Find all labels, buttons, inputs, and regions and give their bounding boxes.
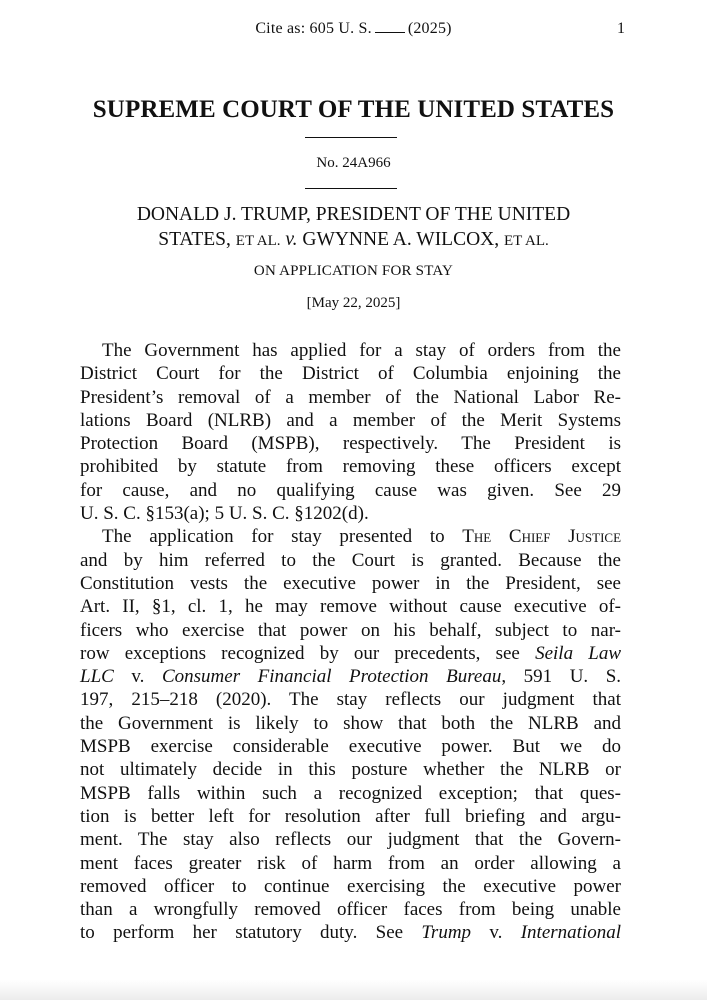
case-caption <box>80 202 627 254</box>
citation-page-blank <box>375 20 405 33</box>
body-line: for cause, and no qualifying cause was given. See 29 <box>80 479 621 501</box>
body-line: The Government has applied for a stay of orders from the <box>102 340 621 361</box>
body-line <box>80 921 621 944</box>
body-line: Constitution vests the executive power in the President, see <box>80 572 621 594</box>
citation-prefix: Cite as: 605 U. S. <box>255 20 372 37</box>
case-name-italic: Trump <box>421 922 472 944</box>
caption-states: STATES, <box>158 229 231 250</box>
body-line <box>80 665 621 688</box>
divider-rule-top <box>305 137 397 138</box>
opinion-body <box>80 339 621 945</box>
body-fragment: The application for stay presented to <box>102 526 445 548</box>
body-line: than a wrongfully removed officer faces from being unable <box>80 899 621 921</box>
chief-justice-reference: The Chief Justice <box>462 526 622 548</box>
versus: v. <box>489 922 503 944</box>
body-line: Protection Board (MSPB), respectively. The President is <box>80 433 621 455</box>
body-line: MSPB falls within such a recognized exception; that ques- <box>80 782 621 804</box>
court-title: SUPREME COURT OF THE UNITED STATES <box>92 96 615 123</box>
body-line: Art. II, §1, cl. 1, he may remove without cause executive of- <box>80 596 621 618</box>
body-line: ment. The stay also reflects our judgment that the Govern- <box>80 829 621 851</box>
body-line: not ultimately decide in this posture whether the NLRB or <box>80 759 621 781</box>
case-name-italic: LLC <box>80 666 114 688</box>
procedural-posture: ON APPLICATION FOR STAY <box>253 263 454 279</box>
body-line: 197, 215–218 (2020). The stay reflects our judgment that <box>80 689 621 711</box>
caption-et-al-1: ET AL. <box>235 233 281 249</box>
decision-date: [May 22, 2025] <box>306 295 401 311</box>
caption-versus: v. <box>285 229 298 250</box>
body-fragment: to perform her statutory duty. See <box>80 922 404 944</box>
page-number: 1 <box>617 20 625 37</box>
page-bottom-shadow <box>0 980 707 1000</box>
body-line: the Government is likely to show that both the NLRB and <box>80 712 621 734</box>
case-name-italic: Consumer Financial Protection Bureau <box>161 666 502 688</box>
body-line <box>80 525 621 548</box>
citation-year: (2025) <box>407 20 452 37</box>
body-line: U. S. C. §153(a); 5 U. S. C. §1202(d). <box>80 503 369 525</box>
body-line: and by him referred to the Court is granted. Because the <box>80 549 621 571</box>
citation-header <box>0 20 707 38</box>
body-line: District Court for the District of Columbia enjoining the <box>80 363 621 385</box>
versus: v. <box>131 666 145 688</box>
body-line: ment faces greater risk of harm from an order allowing a <box>80 852 621 874</box>
case-name-italic: International <box>520 922 622 944</box>
caption-et-al-2: ET AL. <box>504 233 549 249</box>
body-line: ficers who exercise that power on his behalf, subject to nar- <box>80 619 621 641</box>
body-line: President’s removal of a member of the National Labor Re- <box>80 386 621 408</box>
caption-respondent: GWYNNE A. WILCOX, <box>302 229 500 250</box>
docket-number: No. 24A966 <box>316 155 391 171</box>
body-line: removed officer to continue exercising the executive power <box>80 875 621 897</box>
caption-line-2 <box>80 227 627 254</box>
body-fragment: row exceptions recognized by our precedents, see <box>80 642 520 664</box>
case-name-italic: Seila Law <box>535 642 622 664</box>
body-line <box>80 642 621 665</box>
body-line: prohibited by statute from removing these officers except <box>80 456 621 478</box>
divider-rule-bottom <box>305 188 397 189</box>
body-line: MSPB exercise considerable executive power. But we do <box>80 736 621 758</box>
body-line: tion is better left for resolution after full briefing and argu- <box>80 805 621 827</box>
body-line: lations Board (NLRB) and a member of the Merit Systems <box>80 409 621 431</box>
caption-line-1: DONALD J. TRUMP, PRESIDENT OF THE UNITED <box>136 204 571 225</box>
body-fragment: , 591 U. S. <box>501 666 622 688</box>
